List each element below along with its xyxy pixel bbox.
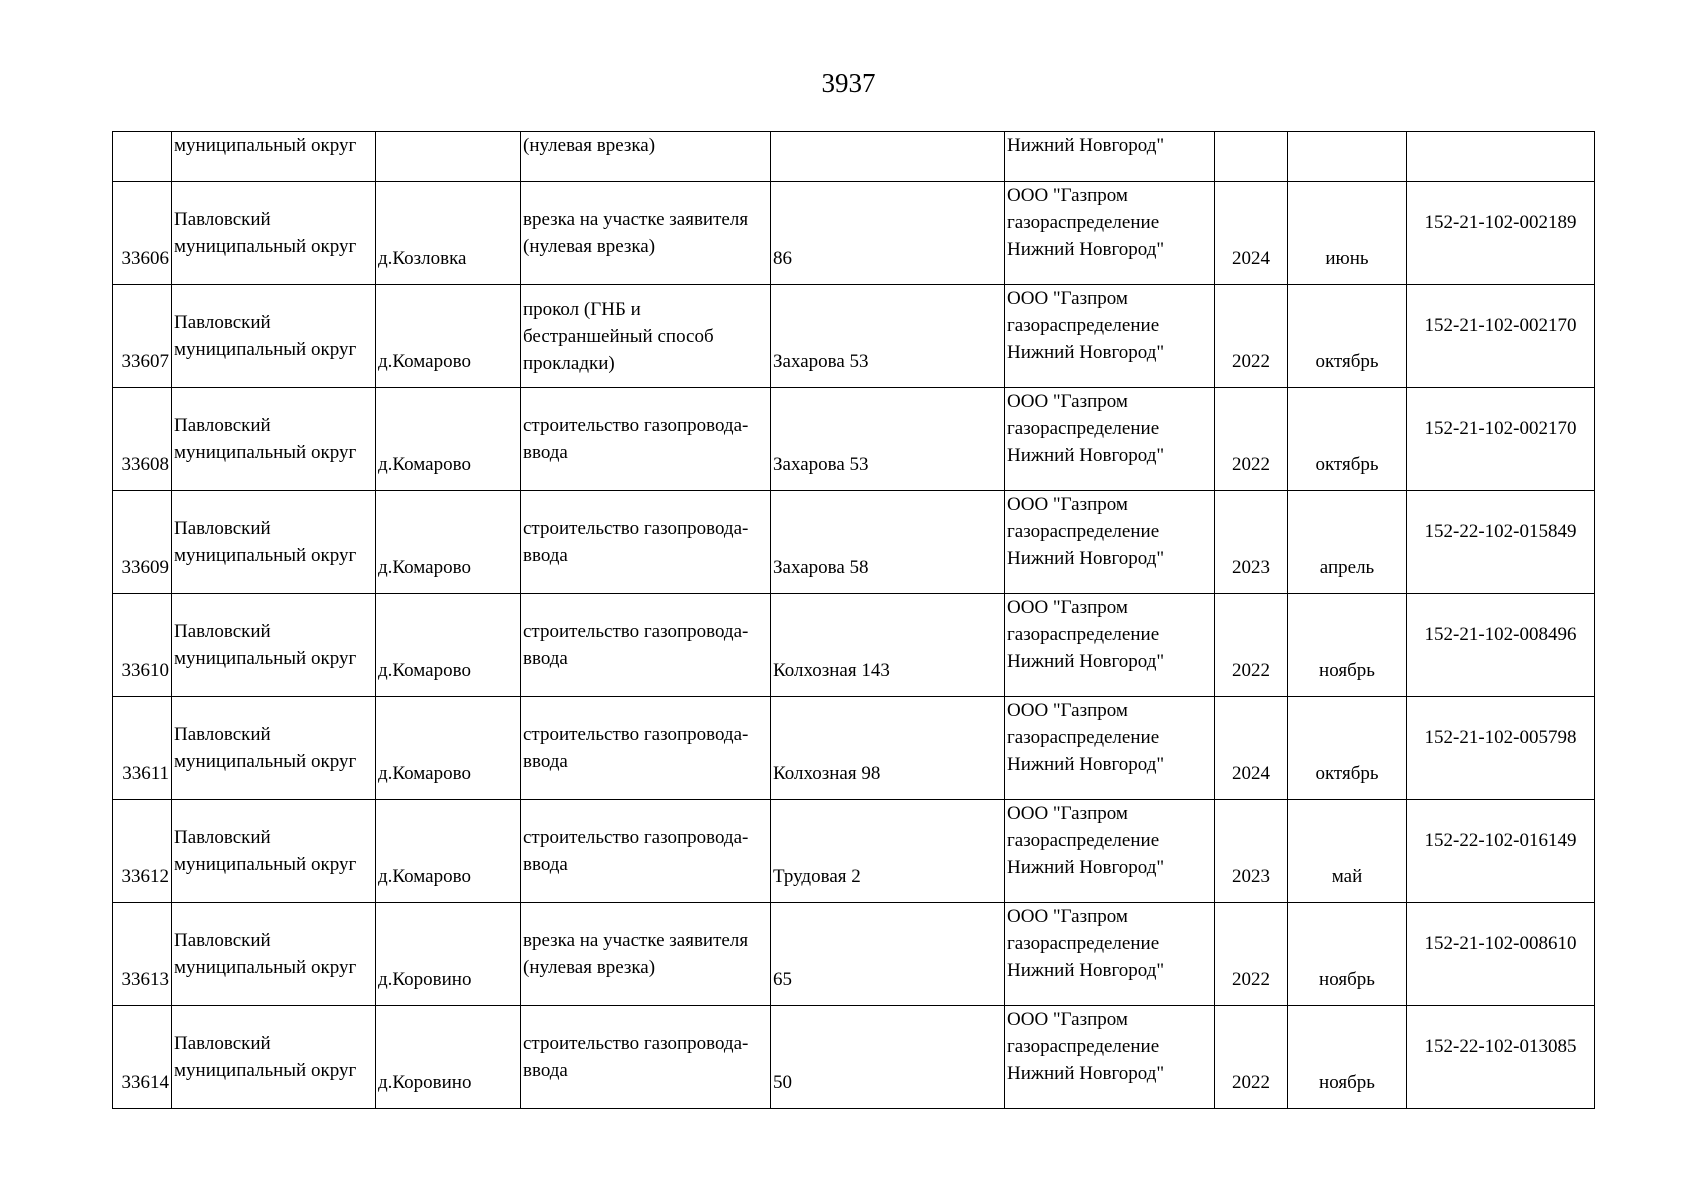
cell-address	[771, 132, 1005, 182]
cell-year: 2022	[1215, 594, 1288, 697]
table-row	[113, 285, 1595, 388]
cell-locality: д.Коровино	[376, 903, 521, 1006]
table-row	[113, 182, 1595, 285]
cell-month: май	[1288, 800, 1407, 903]
cell-work-type: строительство газопровода- ввода	[521, 800, 771, 903]
cell-work-type: строительство газопровода- ввода	[521, 491, 771, 594]
cell-district: Павловский муниципальный округ	[172, 1006, 376, 1109]
cell-district: Павловский муниципальный округ	[172, 491, 376, 594]
cell-code: 152-21-102-008496	[1407, 594, 1595, 697]
cell-number: 33611	[113, 697, 172, 800]
cell-locality: д.Комарово	[376, 388, 521, 491]
cell-number: 33614	[113, 1006, 172, 1109]
cell-year	[1215, 132, 1288, 182]
cell-organization: ООО "Газпром газораспределение Нижний Новгород"	[1005, 594, 1215, 697]
cell-number	[113, 132, 172, 182]
cell-organization: ООО "Газпром газораспределение Нижний Новгород"	[1005, 491, 1215, 594]
cell-locality: д.Комарово	[376, 800, 521, 903]
cell-number: 33609	[113, 491, 172, 594]
cell-month: ноябрь	[1288, 903, 1407, 1006]
cell-address: Колхозная 143	[771, 594, 1005, 697]
cell-work-type: прокол (ГНБ и бестраншейный способ прокладки)	[521, 285, 771, 388]
cell-organization: ООО "Газпром газораспределение Нижний Новгород"	[1005, 388, 1215, 491]
cell-district: Павловский муниципальный округ	[172, 285, 376, 388]
cell-district: Павловский муниципальный округ	[172, 594, 376, 697]
cell-year: 2022	[1215, 1006, 1288, 1109]
table-row	[113, 697, 1595, 800]
cell-month: июнь	[1288, 182, 1407, 285]
cell-code: 152-22-102-015849	[1407, 491, 1595, 594]
table-row	[113, 1006, 1595, 1109]
cell-code: 152-22-102-013085	[1407, 1006, 1595, 1109]
cell-work-type: строительство газопровода- ввода	[521, 1006, 771, 1109]
cell-year: 2022	[1215, 388, 1288, 491]
cell-code: 152-21-102-002170	[1407, 285, 1595, 388]
cell-work-type: строительство газопровода- ввода	[521, 697, 771, 800]
table-row	[113, 388, 1595, 491]
cell-number: 33608	[113, 388, 172, 491]
cell-number: 33610	[113, 594, 172, 697]
cell-year: 2023	[1215, 800, 1288, 903]
cell-code	[1407, 132, 1595, 182]
cell-district: муниципальный округ	[172, 132, 376, 182]
cell-locality: д.Козловка	[376, 182, 521, 285]
cell-organization: ООО "Газпром газораспределение Нижний Новгород"	[1005, 285, 1215, 388]
cell-district: Павловский муниципальный округ	[172, 903, 376, 1006]
cell-number: 33613	[113, 903, 172, 1006]
cell-organization: ООО "Газпром газораспределение Нижний Новгород"	[1005, 903, 1215, 1006]
cell-address: Колхозная 98	[771, 697, 1005, 800]
cell-locality: д.Комарово	[376, 285, 521, 388]
table-row-continued	[113, 132, 1595, 182]
cell-month: октябрь	[1288, 388, 1407, 491]
cell-number: 33606	[113, 182, 172, 285]
cell-year: 2023	[1215, 491, 1288, 594]
cell-month: октябрь	[1288, 697, 1407, 800]
cell-organization: ООО "Газпром газораспределение Нижний Новгород"	[1005, 182, 1215, 285]
cell-locality: д.Комарово	[376, 491, 521, 594]
cell-district: Павловский муниципальный округ	[172, 800, 376, 903]
cell-work-type: врезка на участке заявителя (нулевая врезка)	[521, 903, 771, 1006]
table-row	[113, 594, 1595, 697]
table-row	[113, 800, 1595, 903]
cell-month: ноябрь	[1288, 594, 1407, 697]
cell-address: Захарова 53	[771, 285, 1005, 388]
cell-locality	[376, 132, 521, 182]
cell-district: Павловский муниципальный округ	[172, 182, 376, 285]
cell-code: 152-21-102-008610	[1407, 903, 1595, 1006]
cell-organization: ООО "Газпром газораспределение Нижний Новгород"	[1005, 800, 1215, 903]
cell-number: 33607	[113, 285, 172, 388]
cell-year: 2024	[1215, 182, 1288, 285]
cell-number: 33612	[113, 800, 172, 903]
cell-work-type: строительство газопровода- ввода	[521, 594, 771, 697]
cell-locality: д.Коровино	[376, 1006, 521, 1109]
cell-code: 152-22-102-016149	[1407, 800, 1595, 903]
cell-address: 50	[771, 1006, 1005, 1109]
cell-work-type: строительство газопровода- ввода	[521, 388, 771, 491]
cell-organization: ООО "Газпром газораспределение Нижний Новгород"	[1005, 697, 1215, 800]
cell-code: 152-21-102-005798	[1407, 697, 1595, 800]
cell-address: Захарова 58	[771, 491, 1005, 594]
cell-address: Захарова 53	[771, 388, 1005, 491]
cell-address: 86	[771, 182, 1005, 285]
cell-year: 2024	[1215, 697, 1288, 800]
cell-month: апрель	[1288, 491, 1407, 594]
cell-code: 152-21-102-002170	[1407, 388, 1595, 491]
cell-locality: д.Комарово	[376, 594, 521, 697]
cell-year: 2022	[1215, 903, 1288, 1006]
cell-code: 152-21-102-002189	[1407, 182, 1595, 285]
cell-month: октябрь	[1288, 285, 1407, 388]
gasification-registry-table	[112, 131, 1595, 1109]
cell-work-type: врезка на участке заявителя (нулевая врезка)	[521, 182, 771, 285]
page-number: 3937	[821, 68, 876, 98]
table-row	[113, 903, 1595, 1006]
cell-month	[1288, 132, 1407, 182]
cell-organization: ООО "Газпром газораспределение Нижний Новгород"	[1005, 1006, 1215, 1109]
cell-address: Трудовая 2	[771, 800, 1005, 903]
cell-month: ноябрь	[1288, 1006, 1407, 1109]
cell-district: Павловский муниципальный округ	[172, 388, 376, 491]
table-row	[113, 491, 1595, 594]
cell-organization: Нижний Новгород"	[1005, 132, 1215, 182]
table-body	[113, 132, 1595, 1109]
cell-district: Павловский муниципальный округ	[172, 697, 376, 800]
cell-work-type: (нулевая врезка)	[521, 132, 771, 182]
cell-year: 2022	[1215, 285, 1288, 388]
cell-locality: д.Комарово	[376, 697, 521, 800]
cell-address: 65	[771, 903, 1005, 1006]
